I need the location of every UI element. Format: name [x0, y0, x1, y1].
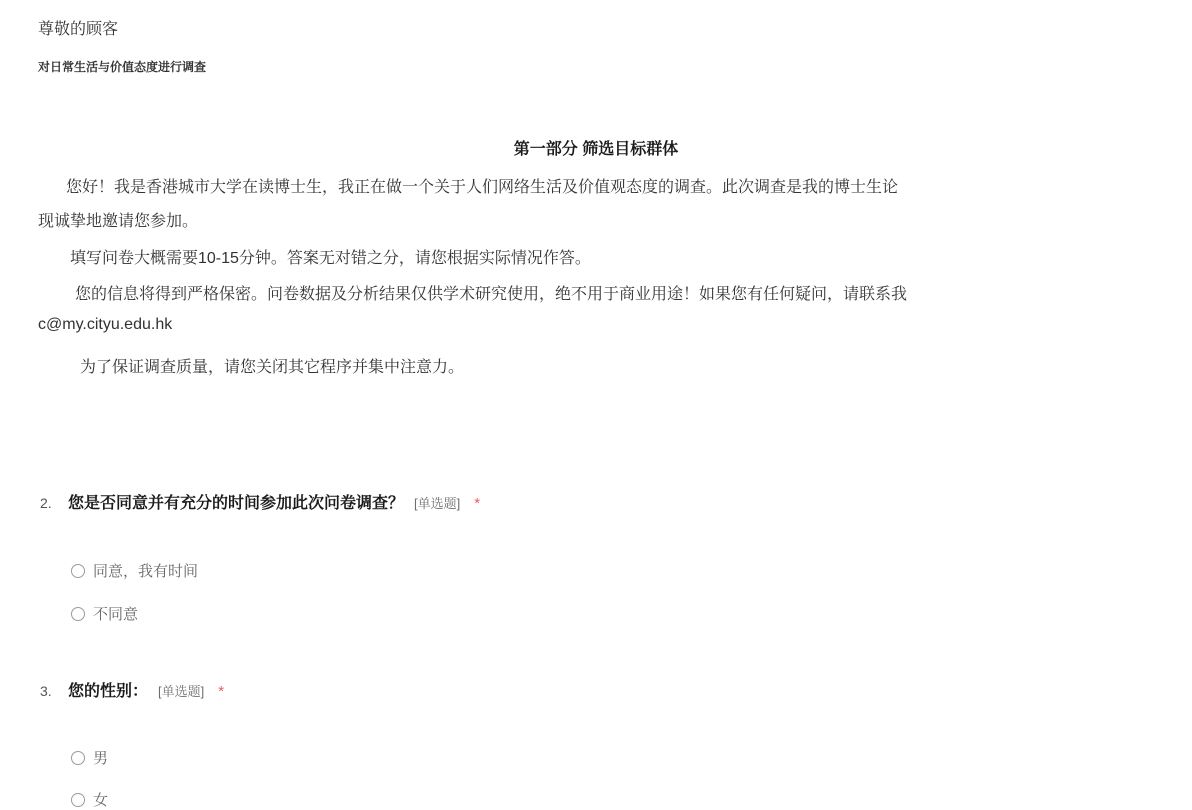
radio-option-agree[interactable] — [71, 560, 198, 581]
intro-line: 为了保证调查质量，请您关闭其它程序并集中注意力。 — [80, 359, 465, 376]
intro-line: 现诚挚地邀请您参加。 — [38, 213, 199, 230]
intro-line: 您的信息将得到严格保密。问卷数据及分析结果仅供学术研究使用，绝不用于商业用途！如果您有任何疑问，请联系我 — [75, 286, 908, 303]
intro-line: 填写问卷大概需要10-15分钟。答案无对错之分，请您根据实际情况作答。 — [70, 250, 591, 267]
radio-icon[interactable] — [71, 564, 85, 578]
section-title: 第一部分 筛选目标群体 — [513, 141, 679, 158]
question-2-header — [40, 490, 480, 513]
radio-icon[interactable] — [71, 793, 85, 807]
survey-greeting: 尊敬的顾客 — [38, 21, 119, 38]
radio-option-female[interactable] — [71, 789, 108, 810]
required-asterisk: * — [218, 683, 225, 700]
required-asterisk: * — [474, 495, 481, 512]
radio-icon[interactable] — [71, 607, 85, 621]
question-number: 3. — [40, 683, 52, 699]
question-title: 您是否同意并有充分的时间参加此次问卷调查？ — [68, 495, 405, 512]
question-type-tag: [单选题] — [414, 496, 461, 511]
radio-option-disagree[interactable] — [71, 603, 138, 624]
intro-line-email: c@my.cityu.edu.hk — [38, 316, 173, 333]
radio-icon[interactable] — [71, 751, 85, 765]
question-number: 2. — [40, 495, 52, 511]
intro-line: 您好！我是香港城市大学在读博士生，我正在做一个关于人们网络生活及价值观态度的调查。此次调查是我的博士生论 — [66, 179, 899, 196]
radio-option-label[interactable]: 男 — [93, 750, 109, 767]
radio-option-label[interactable]: 同意，我有时间 — [93, 563, 199, 580]
question-title: 您的性别： — [68, 683, 149, 700]
radio-option-label[interactable]: 女 — [93, 792, 109, 809]
question-3-header — [40, 678, 224, 701]
radio-option-male[interactable] — [71, 747, 108, 768]
survey-subtitle: 对日常生活与价值态度进行调查 — [38, 60, 207, 74]
question-type-tag: [单选题] — [158, 684, 205, 699]
radio-option-label[interactable]: 不同意 — [93, 606, 139, 623]
